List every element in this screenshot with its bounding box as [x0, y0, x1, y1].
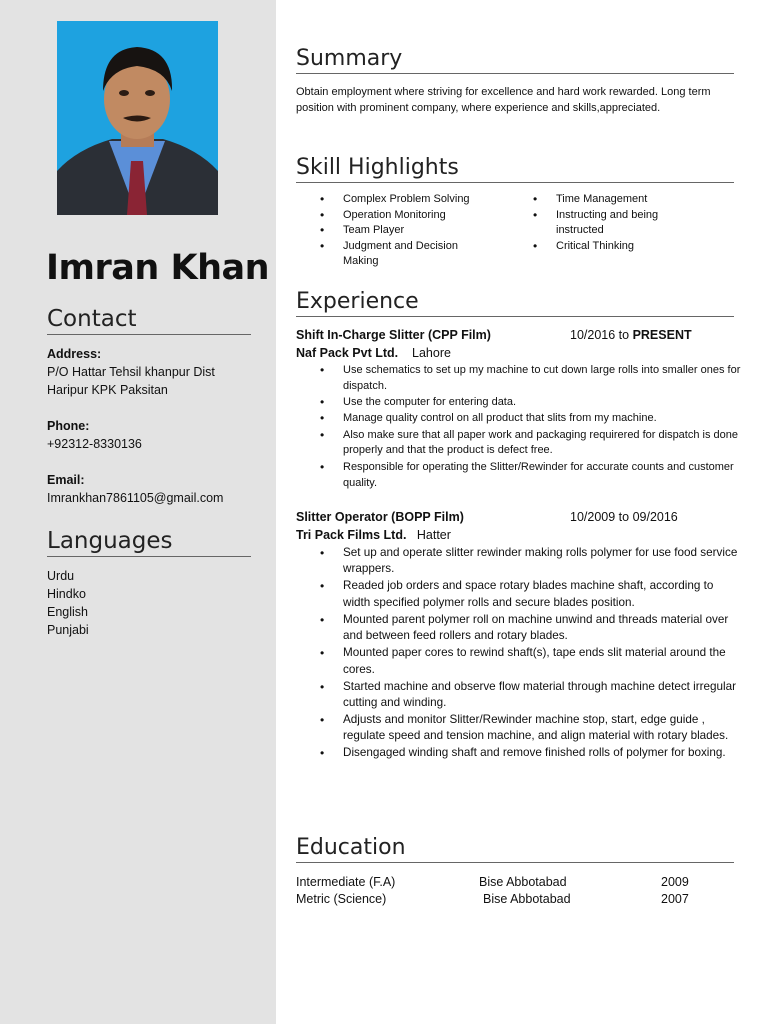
- summary-text: Obtain employment where striving for excellence and hard work rewarded. Long term position with prominent company, where experience and skills,appreciated.: [296, 86, 711, 114]
- contact-heading: Contact: [47, 306, 251, 335]
- education-year: 2007: [661, 892, 689, 906]
- duty-item: • Also make sure that all paper work and packaging requirered for dispatch is done properly and that the product is defect free.: [343, 428, 743, 460]
- duty-item: • Set up and operate slitter rewinder making rolls polymer for use food service wrappers.: [343, 545, 738, 578]
- skill-item: • Instructing and being instructed: [556, 208, 686, 239]
- address-line-1: P/O Hattar Tehsil khanpur Dist: [47, 365, 215, 379]
- duty-item: • Manage quality control on all product that slits from my machine.: [343, 411, 743, 427]
- job-date-from: 10/2016: [570, 328, 616, 342]
- company-name: Tri Pack Films Ltd.: [296, 528, 407, 542]
- duty-item: • Responsible for operating the Slitter/Rewinder for accurate counts and customer quality.: [343, 460, 743, 492]
- education-degree: Intermediate (F.A): [296, 875, 396, 889]
- skills-heading: Skill Highlights: [296, 155, 734, 183]
- skill-item: • Team Player: [343, 223, 533, 239]
- job-date-from: 10/2009: [570, 510, 616, 524]
- duty-item: • Readed job orders and space rotary blades machine shaft, according to width specified polymer rolls and secure blades position.: [343, 578, 738, 611]
- education-year: 2009: [661, 875, 689, 889]
- summary-heading: Summary: [296, 46, 734, 74]
- job-date-to: 09/2016: [632, 510, 678, 524]
- job-title: [296, 328, 706, 342]
- duty-item: • Started machine and observe flow material through machine detect irregular cutting and winding.: [343, 679, 738, 712]
- duty-item: • Mounted paper cores to rewind shaft(s), tape ends slit material around the cores.: [343, 645, 738, 678]
- email-value: Imrankhan7861105@gmail.com: [47, 491, 224, 505]
- language-item: English: [47, 605, 88, 619]
- skill-item: • Time Management: [556, 192, 716, 208]
- duties-list: [320, 363, 743, 492]
- skill-item: • Critical Thinking: [556, 239, 716, 255]
- skills-list: [320, 192, 740, 270]
- languages-list: [47, 567, 267, 639]
- job-title-text: Slitter Operator (BOPP Film): [296, 510, 464, 524]
- education-heading: Education: [296, 835, 734, 863]
- duty-item: • Disengaged winding shaft and remove finished rolls of polymer for boxing.: [343, 745, 738, 761]
- education-degree: Metric (Science): [296, 892, 387, 906]
- company-name: Naf Pack Pvt Ltd.: [296, 346, 399, 360]
- language-item: Urdu: [47, 569, 75, 583]
- phone-label: Phone:: [47, 419, 90, 433]
- job-title-text: Shift In-Charge Slitter (CPP Film): [296, 328, 491, 342]
- profile-photo: [57, 21, 218, 215]
- duty-item: • Use the computer for entering data.: [343, 395, 743, 411]
- job-date-separator: to: [615, 328, 633, 342]
- duties-list: [320, 545, 738, 762]
- job-dates: [570, 328, 692, 342]
- duty-item: • Mounted parent polymer roll on machine unwind and threads material over and between feed rollers and rotary blades.: [343, 612, 738, 645]
- duty-item: • Use schematics to set up my machine to cut down large rolls into smaller ones for dispatch.: [343, 363, 743, 395]
- skills-column-2: [533, 192, 716, 270]
- job-company: [296, 528, 451, 542]
- skills-column-1: [320, 192, 533, 270]
- skill-item: • Judgment and Decision Making: [343, 239, 483, 270]
- address-line-2: Haripur KPK Paksitan: [47, 383, 168, 397]
- email-label: Email:: [47, 473, 85, 487]
- education-board: Bise Abbotabad: [483, 892, 571, 906]
- person-portrait-image: [57, 21, 218, 215]
- language-item: Punjabi: [47, 623, 89, 637]
- job-date-to: PRESENT: [632, 328, 692, 342]
- duty-item: • Adjusts and monitor Slitter/Rewinder machine stop, start, edge guide , regulate speed and tension machine, and align material with rotary blades.: [343, 712, 738, 745]
- address-label: Address:: [47, 347, 102, 361]
- company-location: Lahore: [412, 346, 451, 360]
- contact-details: [47, 345, 267, 507]
- company-location: Hatter: [416, 528, 451, 542]
- job-date-separator: to: [615, 510, 633, 524]
- experience-heading: Experience: [296, 289, 734, 317]
- job-company: [296, 346, 451, 360]
- job-title: [296, 510, 706, 524]
- phone-value: +92312-8330136: [47, 437, 142, 451]
- skill-item: • Operation Monitoring: [343, 208, 533, 224]
- education-board: Bise Abbotabad: [479, 875, 567, 889]
- language-item: Hindko: [47, 587, 86, 601]
- candidate-name: Imran Khan: [46, 248, 270, 288]
- skill-item: • Complex Problem Solving: [343, 192, 533, 208]
- job-dates: [570, 510, 678, 524]
- languages-heading: Languages: [47, 528, 251, 557]
